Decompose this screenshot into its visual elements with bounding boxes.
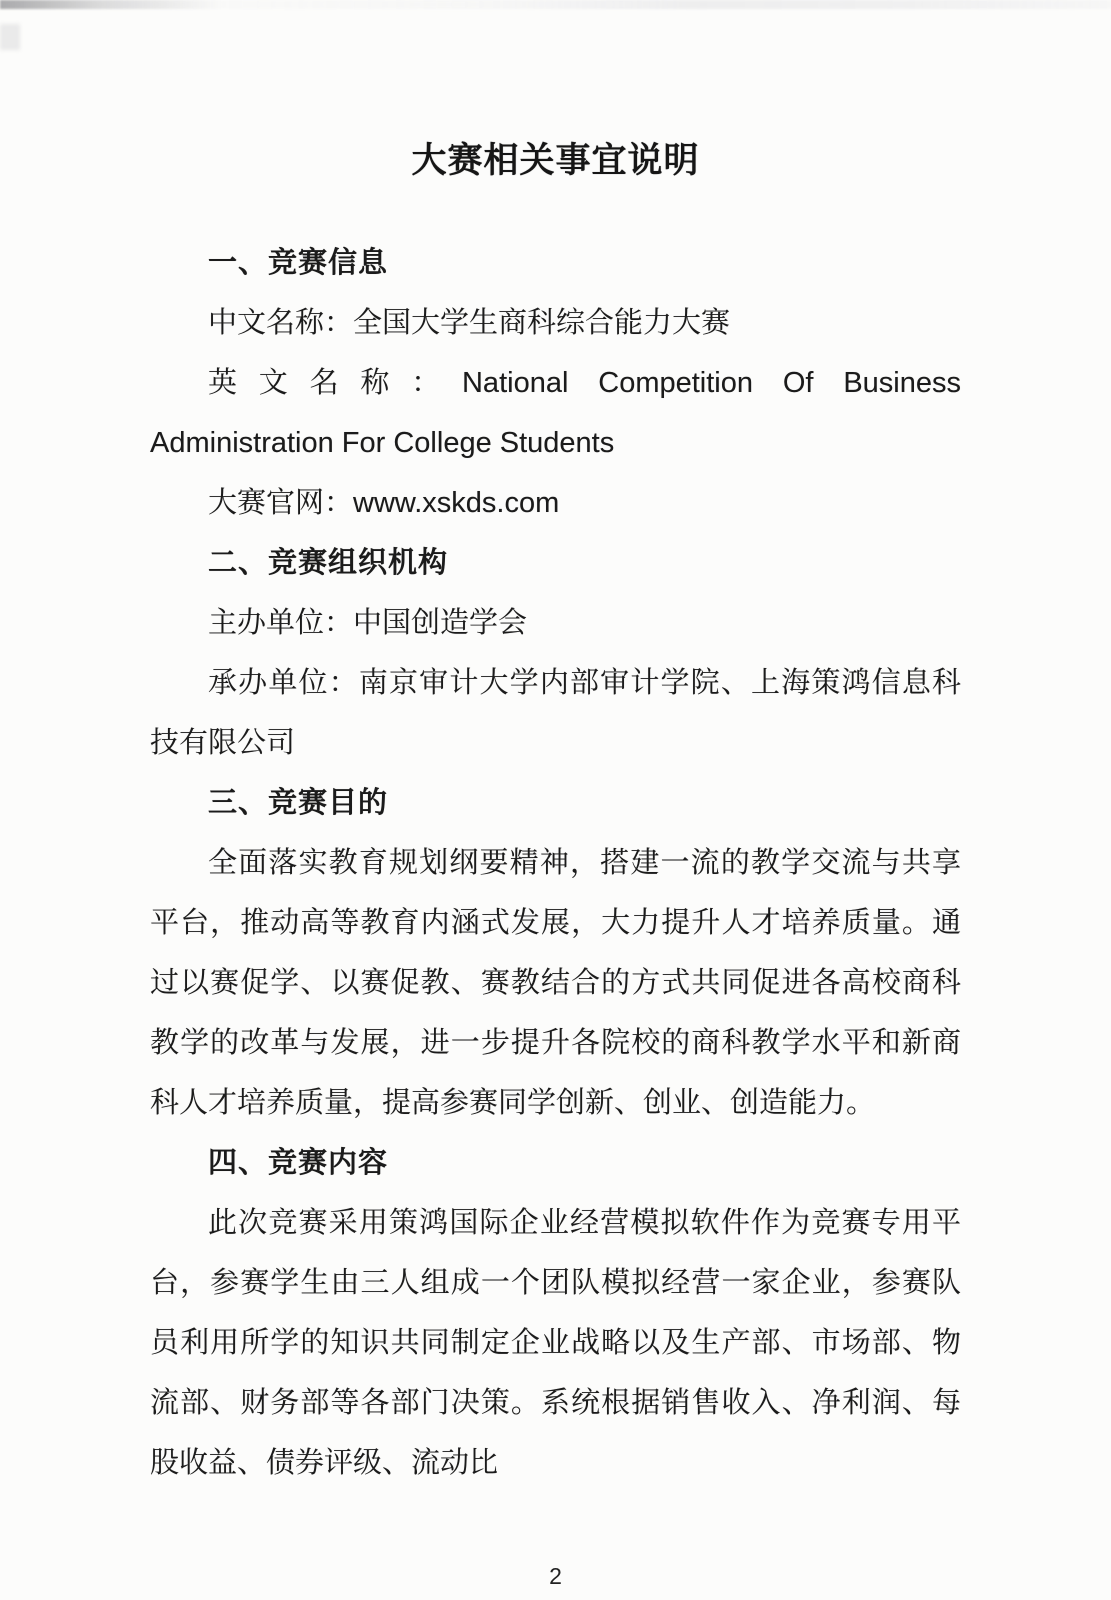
paragraph: 此次竞赛采用策鸿国际企业经营模拟软件作为竞赛专用平台，参赛学生由三人组成一个团队模拟经营一家企业，参赛队员利用所学的知识共同制定企业战略以及生产部、市场部、物流部、财务部等各部门决策。系统根据销售收入、净利润、每股收益、债券评级、流动比 bbox=[150, 1207, 961, 1479]
section-heading: 二、竞赛组织机构 bbox=[208, 547, 449, 579]
section-heading: 三、竞赛目的 bbox=[208, 787, 389, 819]
paragraph: 承办单位：南京审计大学内部审计学院、上海策鸿信息科技有限公司 bbox=[150, 667, 961, 759]
scan-artifact-left-mark bbox=[0, 24, 20, 50]
scan-artifact-top-edge bbox=[0, 0, 1111, 9]
document-title: 大赛相关事宜说明 bbox=[411, 141, 700, 180]
paragraph: 大赛官网：www.xskds.com bbox=[208, 487, 560, 519]
paragraph: 全面落实教育规划纲要精神，搭建一流的教学交流与共享平台，推动高等教育内涵式发展，大力提升人才培养质量。通过以赛促学、以赛促教、赛教结合的方式共同促进各高校商科教学的改革与发展，进一步提升各院校的商科教学水平和新商科人才培养质量，提高参赛同学创新、创业、创造能力。 bbox=[150, 847, 961, 1119]
paragraph: 中文名称：全国大学生商科综合能力大赛 bbox=[208, 307, 731, 339]
section-heading: 四、竞赛内容 bbox=[208, 1147, 389, 1179]
document-body bbox=[150, 233, 961, 1493]
paragraph: 主办单位：中国创造学会 bbox=[208, 607, 528, 639]
paragraph: 英文名称：National Competition Of Business Administration For College Students bbox=[150, 367, 961, 459]
page-number: 2 bbox=[549, 1563, 562, 1589]
section-heading: 一、竞赛信息 bbox=[208, 247, 389, 279]
